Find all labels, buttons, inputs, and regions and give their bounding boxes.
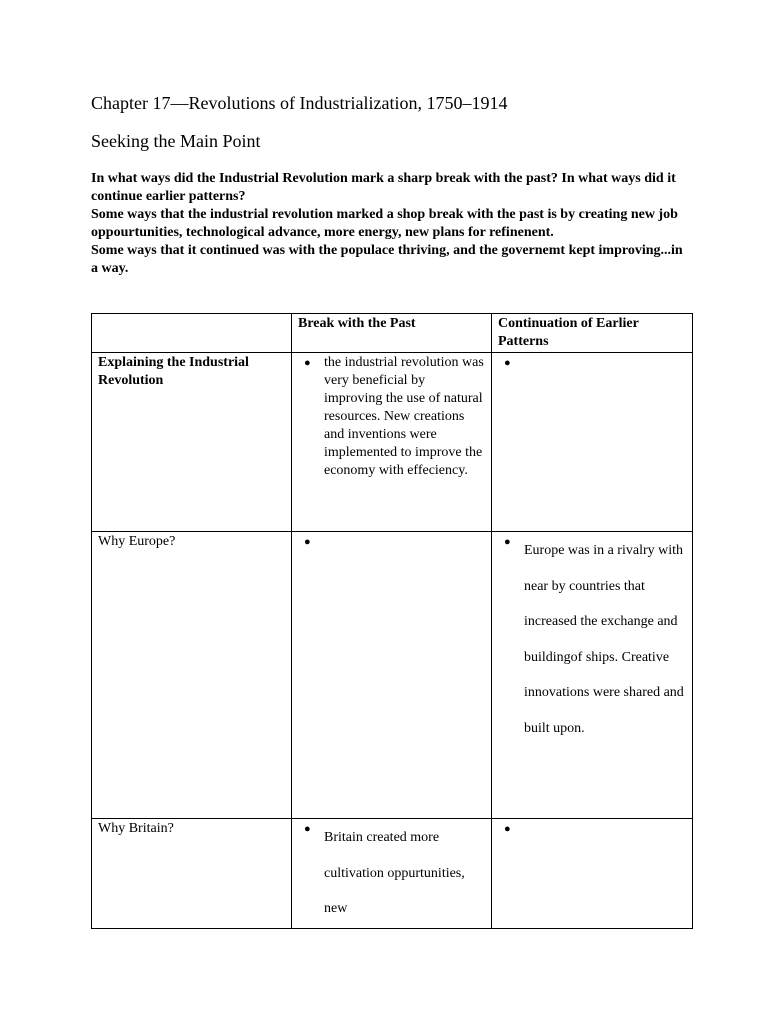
table-row bbox=[92, 532, 693, 819]
question-prompt: In what ways did the Industrial Revolution mark a sharp break with the past? In what ways did it continue earlier patterns? bbox=[91, 171, 676, 204]
bullet-item: ● the industrial revolution was very beneficial by improving the use of natural resources. New creations and inventions were implemented to improve the economy with effeciency. bbox=[324, 354, 485, 480]
question-block bbox=[91, 170, 691, 278]
chapter-title: Chapter 17—Revolutions of Industrialization, 1750–1914 bbox=[91, 93, 508, 113]
row-label-explaining: Explaining the Industrial Revolution bbox=[92, 353, 292, 532]
cell-continuation bbox=[492, 353, 693, 532]
answer-paragraph-2: Some ways that it continued was with the populace thriving, and the governemt kept improving...in a way. bbox=[91, 243, 683, 276]
header-continuation: Continuation of Earlier Patterns bbox=[492, 314, 693, 353]
cell-break bbox=[292, 353, 492, 532]
cell-break bbox=[292, 532, 492, 819]
cell-break bbox=[292, 819, 492, 929]
table-row bbox=[92, 819, 693, 929]
answer-paragraph-1: Some ways that the industrial revolution marked a shop break with the past is by creating new job oppourtunities, technological advance, more energy, new plans for refinenent. bbox=[91, 207, 678, 240]
header-break-with-past: Break with the Past bbox=[292, 314, 492, 353]
bullet-item: ● Europe was in a rivalry with near by countries that increased the exchange and buildingof ships. Creative innovations were shared and built upon. bbox=[524, 533, 686, 746]
table-header-row bbox=[92, 314, 693, 353]
bullet-item: ● Britain created more cultivation oppurtunities, new bbox=[324, 820, 485, 927]
table-row bbox=[92, 353, 693, 532]
comparison-table bbox=[91, 313, 693, 929]
header-cell-empty bbox=[92, 314, 292, 353]
section-title: Seeking the Main Point bbox=[91, 131, 261, 151]
row-label-why-britain: Why Britain? bbox=[92, 819, 292, 929]
cell-continuation bbox=[492, 532, 693, 819]
cell-continuation bbox=[492, 819, 693, 929]
row-label-why-europe: Why Europe? bbox=[92, 532, 292, 819]
